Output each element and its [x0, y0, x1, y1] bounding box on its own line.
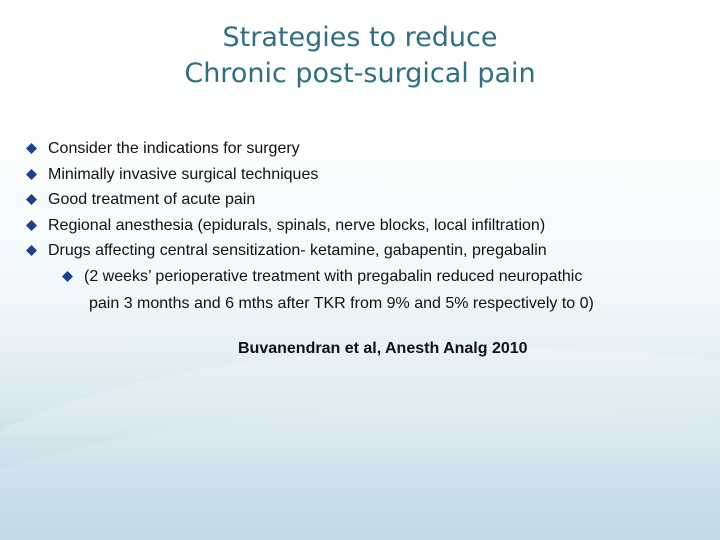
title-line-2: Chronic post-surgical pain [184, 58, 536, 89]
bullet-text: Consider the indications for surgery [48, 140, 300, 157]
diamond-bullet-icon [26, 194, 37, 205]
slide-title [60, 20, 660, 92]
sub-bullet-text-1: (2 weeks’ perioperative treatment with pregabalin reduced neuropathic [84, 268, 583, 285]
diamond-bullet-icon [26, 220, 37, 231]
bullet-item [24, 187, 704, 213]
bullet-item [24, 238, 704, 264]
bullet-text: Minimally invasive surgical techniques [48, 165, 319, 183]
diamond-bullet-icon [26, 245, 37, 256]
citation: Buvanendran et al, Anesth Analg 2010 [238, 340, 528, 357]
title-line-1: Strategies to reduce [222, 22, 498, 53]
sub-bullet-text-2: pain 3 months and 6 mths after TKR from 9% and 5% respectively to 0) [89, 295, 594, 312]
diamond-bullet-icon [26, 143, 37, 154]
bullet-text: Good treatment of acute pain [48, 191, 256, 208]
bullet-item [24, 162, 704, 188]
bullet-text: Drugs affecting central sensitization- ketamine, gabapentin, pregabalin [48, 242, 547, 259]
diamond-bullet-icon [62, 271, 73, 282]
bullet-text: Regional anesthesia (epidurals, spinals, nerve blocks, local infiltration) [48, 216, 546, 234]
diamond-bullet-icon [26, 169, 37, 180]
bullet-item [24, 213, 704, 239]
sub-bullet-line-1 [60, 263, 680, 290]
sub-bullet [60, 263, 680, 317]
bullet-list [24, 136, 704, 264]
bullet-item [24, 136, 704, 162]
